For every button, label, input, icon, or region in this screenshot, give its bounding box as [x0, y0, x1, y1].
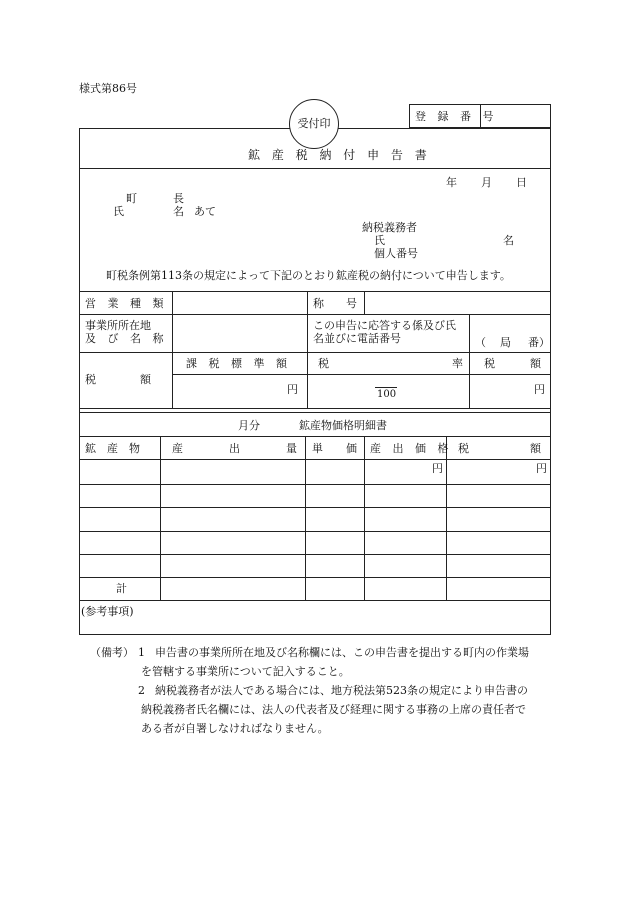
- header-production-a: 産: [172, 442, 183, 455]
- declaration-text: 町税条例第113条の規定によって下記のとおり鉱産税の納付について申告します。: [106, 269, 511, 282]
- tax-rate-header-b: 率: [452, 357, 463, 370]
- remarks-label: (参考事項): [81, 605, 134, 618]
- detail-month-label: 月分: [238, 419, 260, 432]
- note-2-line-2: 納税義務者氏名欄には、法人の代表者及び経理に関する事務の上席の責任者で: [141, 703, 526, 716]
- detail-title: 鉱産物価格明細書: [299, 419, 387, 432]
- header-production-b: 出: [229, 442, 240, 455]
- note-1-line-1: 申告書の事業所所在地及び名称欄には、この申告書を提出する町内の作業場: [155, 646, 529, 659]
- addressee-ate: あて: [194, 205, 216, 218]
- header-production-c: 量: [286, 442, 297, 455]
- addressee-name-suffix: 名: [173, 205, 184, 218]
- detail-tax-yen: 円: [536, 462, 547, 475]
- header-mineral: 鉱 産 物: [85, 442, 140, 455]
- contact-label-1: この申告に応答する係及び氏: [313, 319, 456, 332]
- registration-label: 登 録 番 号: [415, 110, 498, 123]
- form-title: 鉱 産 税 納 付 申 告 書: [248, 148, 431, 162]
- header-value: 産 出 価 格: [370, 442, 453, 455]
- tax-base-header: 課 税 標 準 額: [186, 357, 291, 370]
- header-tax-a: 税: [458, 442, 469, 455]
- date-year: 年: [446, 176, 457, 189]
- phone-open-paren: （: [475, 336, 486, 349]
- office-location-label-2: 及 び 名 称: [85, 332, 168, 345]
- header-unit-a: 単: [312, 442, 323, 455]
- taxpayer-name-prefix: 氏: [374, 234, 385, 247]
- taxpayer-label: 納税義務者: [362, 221, 417, 234]
- tax-base-yen: 円: [287, 383, 298, 396]
- business-type-label: 営 業 種 類: [85, 297, 168, 310]
- tax-yen: 円: [534, 383, 545, 396]
- taxpayer-name-suffix: 名: [503, 234, 514, 247]
- detail-value-yen: 円: [432, 462, 443, 475]
- phone-ban: 番）: [528, 336, 550, 349]
- office-location-label-1: 事業所所在地: [85, 319, 151, 332]
- rate-fraction-bar: [375, 387, 397, 388]
- date-day: 日: [516, 176, 527, 189]
- form-number: 様式第86号: [79, 82, 137, 95]
- rate-denominator: 100: [377, 389, 397, 400]
- total-label: 計: [116, 582, 127, 595]
- tax-rate-header-a: 税: [318, 357, 329, 370]
- registration-number-field[interactable]: [484, 107, 546, 125]
- business-title-label: 称 号: [313, 297, 357, 310]
- reception-stamp: 受付印: [289, 99, 339, 149]
- tax-header-b: 額: [530, 357, 541, 370]
- personal-number-label: 個人番号: [374, 247, 418, 260]
- header-unit-b: 価: [346, 442, 357, 455]
- notes-label: （備考）: [90, 646, 134, 659]
- addressee-town: 町: [126, 192, 137, 205]
- note-2-line-3: ある者が自署しなければなりません。: [141, 722, 329, 735]
- contact-label-2: 名並びに電話番号: [313, 332, 401, 345]
- note-1-line-2: を管轄する事業所について記入すること。: [141, 665, 350, 678]
- addressee-head: 長: [173, 192, 184, 205]
- phone-kyoku: 局: [500, 336, 511, 349]
- addressee-name-prefix: 氏: [113, 205, 124, 218]
- header-tax-b: 額: [530, 442, 541, 455]
- note-2-number: 2: [138, 684, 145, 697]
- date-month: 月: [481, 176, 492, 189]
- note-2-line-1: 納税義務者が法人である場合には、地方税法第523条の規定により申告書の: [155, 684, 528, 697]
- tax-amount-label: 税 額: [85, 373, 151, 386]
- note-1-number: 1: [138, 646, 145, 659]
- tax-header-a: 税: [484, 357, 495, 370]
